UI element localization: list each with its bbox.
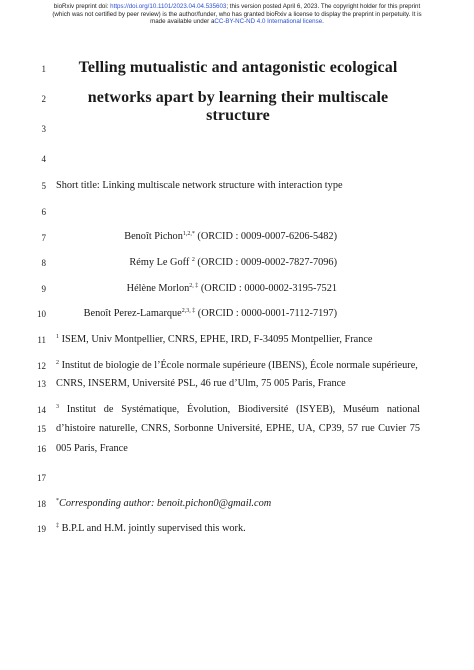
paper-title-line-2: networks apart by learning their multiscale structure: [87, 89, 389, 124]
affiliation-3-line-2: d’histoire naturelle, CNRS, Sorbonne Université, EPHE, UA, CP39, 57 rue Cuvier 75: [56, 423, 420, 434]
corresponding-text: Corresponding author: benoit.pichon0@gmail.com: [59, 498, 272, 509]
line-number: 8: [41, 258, 46, 268]
joint-mark: ‡: [56, 523, 59, 529]
banner-line-3: [0, 18, 474, 26]
joint-text: B.P.L and H.M. jointly supervised this work.: [59, 523, 246, 534]
corresponding-author: [56, 498, 271, 509]
banner-text: made available under a: [150, 18, 215, 26]
affiliation-2-line-1: [56, 360, 418, 371]
banner-line-1: [0, 3, 474, 11]
affiliation-text: Institut de biologie de l’École normale supérieure (IBENS), École normale supérieure,: [59, 360, 418, 371]
line-number: 13: [37, 379, 46, 389]
author-name: Benoît Perez-Lamarque: [83, 308, 182, 319]
author-orcid: (ORCID : 0000-0002-3195-7521: [198, 283, 337, 294]
affiliation-mark: 2: [56, 360, 59, 366]
affiliation-text: ISEM, Univ Montpellier, CNRS, EPHE, IRD, F-34095 Montpellier, France: [59, 334, 373, 345]
author-line: [127, 283, 337, 294]
author-orcid: (ORCID : 0009-0007-6206-5482): [194, 231, 337, 242]
author-affiliation-marks: 2: [191, 257, 195, 263]
joint-supervision-note: [56, 523, 246, 534]
affiliation-mark: 1: [56, 334, 59, 340]
banner-text: bioRxiv preprint doi:: [53, 3, 111, 10]
author-affiliation-marks: 2, ‡: [189, 283, 199, 289]
line-number: 2: [41, 94, 46, 104]
corresponding-mark: *: [56, 498, 59, 504]
short-title: Short title: Linking multiscale network structure with interaction type: [56, 180, 343, 191]
author-name: Hélène Morlon: [126, 283, 190, 294]
doi-link[interactable]: https://doi.org/10.1101/2023.04.04.535603: [110, 3, 227, 10]
affiliation-mark: 3: [56, 404, 59, 410]
author-orcid: (ORCID : 0000-0001-7112-7197): [195, 308, 337, 319]
author-line: [124, 231, 337, 242]
preprint-banner: [0, 3, 474, 26]
line-number: 18: [37, 499, 46, 509]
affiliation-2-line-2: CNRS, INSERM, Université PSL, 46 rue d’Ulm, 75 005 Paris, France: [56, 378, 346, 389]
author-orcid: (ORCID : 0009-0002-7827-7096): [194, 257, 337, 268]
line-number: 1: [41, 64, 46, 74]
line-number: 16: [37, 444, 46, 454]
line-number: 6: [41, 207, 46, 217]
line-number: 17: [37, 473, 46, 483]
line-number: 7: [41, 233, 46, 243]
line-number: 9: [41, 284, 46, 294]
author-name: Benoît Pichon: [124, 231, 183, 242]
line-number: 11: [37, 335, 46, 345]
author-affiliation-marks: 2,3, ‡: [181, 308, 196, 314]
banner-line-2: (which was not certified by peer review) is the author/funder, who has granted bioRxiv a license to display the preprint in perpetuity. It is: [52, 10, 422, 18]
line-number: 15: [37, 424, 46, 434]
author-line: [129, 257, 337, 268]
author-line: [84, 308, 337, 319]
affiliation-1: [56, 334, 373, 345]
author-name: Rémy Le Goff: [129, 257, 192, 268]
paper-title-line-1: Telling mutualistic and antagonistic ecological: [78, 59, 398, 76]
author-affiliation-marks: 1,2,*: [182, 231, 195, 237]
line-number: 14: [37, 405, 46, 415]
line-number: 10: [37, 309, 46, 319]
line-number: 12: [37, 361, 46, 371]
license-link[interactable]: CC-BY-NC-ND 4.0 International license: [214, 18, 323, 26]
affiliation-3-line-1: [56, 404, 420, 415]
line-number: 19: [37, 524, 46, 534]
banner-text: ; this version posted April 6, 2023. The copyright holder for this preprint: [226, 3, 421, 10]
affiliation-3-line-3: 005 Paris, France: [56, 443, 128, 454]
affiliation-text: Institut de Systématique, Évolution, Biodiversité (ISYEB), Muséum national: [59, 404, 420, 415]
line-number: 4: [41, 154, 46, 164]
line-number: 3: [41, 124, 46, 134]
line-number: 5: [41, 181, 46, 191]
banner-text: .: [322, 18, 324, 26]
